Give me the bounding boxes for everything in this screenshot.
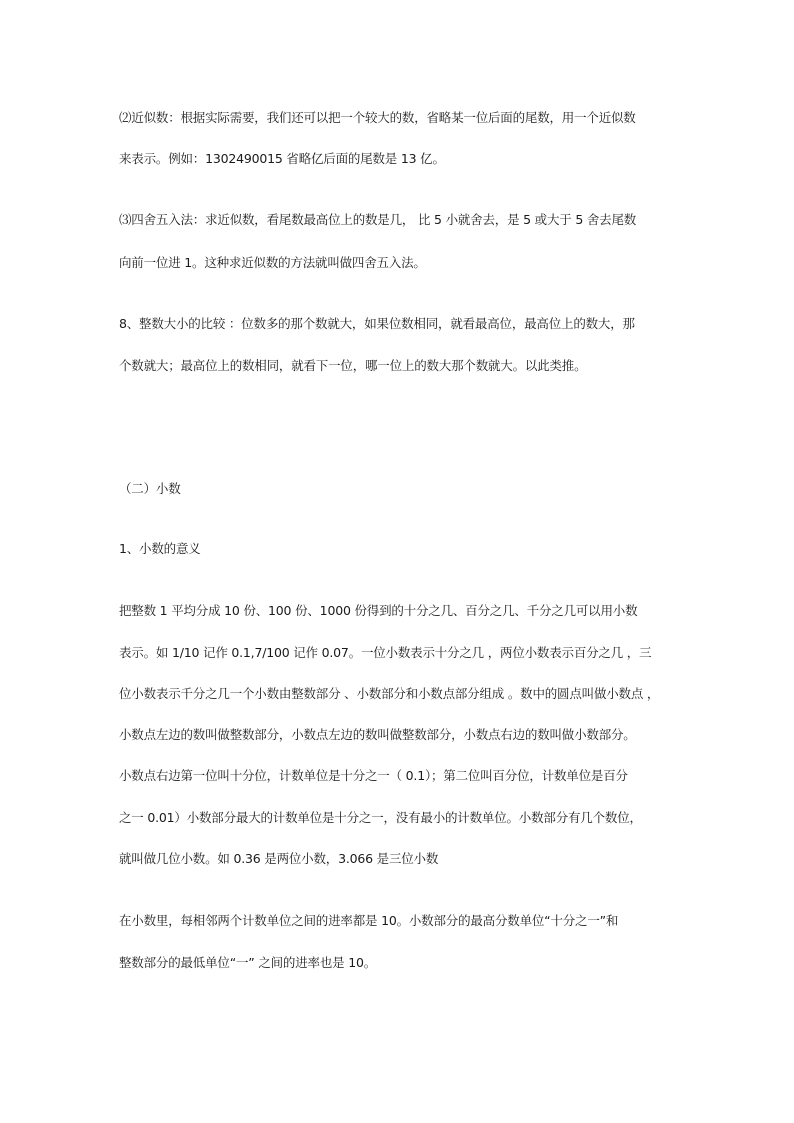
decimal-meaning-line-5: 小数点右边第一位叫十分位，计数单位是十分之一（ 0.1）；第二位叫百分位，计数单位是百分	[119, 768, 628, 783]
approx-number-line-1: ⑵近似数：根据实际需要，我们还可以把一个较大的数，省略某一位后面的尾数，用一个近似数	[119, 110, 636, 125]
decimal-meaning-line-2: 表示。如 1/10 记作 0.1,7/100 记作 0.07。一位小数表示十分之几 ，两位小数表示百分之几 ，三	[119, 645, 652, 660]
section-heading-decimals: （二）小数	[119, 481, 181, 496]
decimal-rate-line-2: 整数部分的最低单位“一” 之间的进率也是 10。	[119, 955, 377, 970]
decimal-rate-line-1: 在小数里，每相邻两个计数单位之间的进率都是 10。小数部分的最高分数单位“十分之一”和	[119, 913, 619, 928]
integer-compare-line-2: 个数就大；最高位上的数相同，就看下一位，哪一位上的数大那个数就大。以此类推。	[119, 358, 587, 373]
rounding-rule-line-2: 向前一位进 1。这种求近似数的方法就叫做四舍五入法。	[119, 255, 426, 270]
rounding-rule-line-1: ⑶四舍五入法：求近似数，看尾数最高位上的数是几， 比 5 小就舍去，是 5 或大于 5 舍去尾数	[119, 212, 637, 227]
decimal-meaning-line-3: 位小数表示千分之几一个小数由整数部分 、小数部分和小数点部分组成 。数中的圆点叫做小数点 ，	[119, 686, 660, 701]
subheading-decimal-meaning: 1、小数的意义	[119, 541, 201, 556]
decimal-meaning-line-6: 之一 0.01）小数部分最大的计数单位是十分之一，没有最小的计数单位。小数部分有几个数位，	[119, 810, 642, 825]
integer-compare-line-1: 8、整数大小的比较 ：位数多的那个数就大，如果位数相同，就看最高位，最高位上的数大，那	[119, 316, 635, 331]
decimal-meaning-line-7: 就叫做几位小数。如 0.36 是两位小数，3.066 是三位小数	[119, 851, 439, 866]
decimal-meaning-line-1: 把整数 1 平均分成 10 份、100 份、1000 份得到的十分之几、百分之几、千分之几可以用小数	[119, 603, 638, 618]
decimal-meaning-line-4: 小数点左边的数叫做整数部分，小数点左边的数叫做整数部分，小数点右边的数叫做小数部分。	[119, 727, 636, 742]
approx-number-line-2: 来表示。例如：1302490015 省略亿后面的尾数是 13 亿。	[119, 151, 445, 166]
